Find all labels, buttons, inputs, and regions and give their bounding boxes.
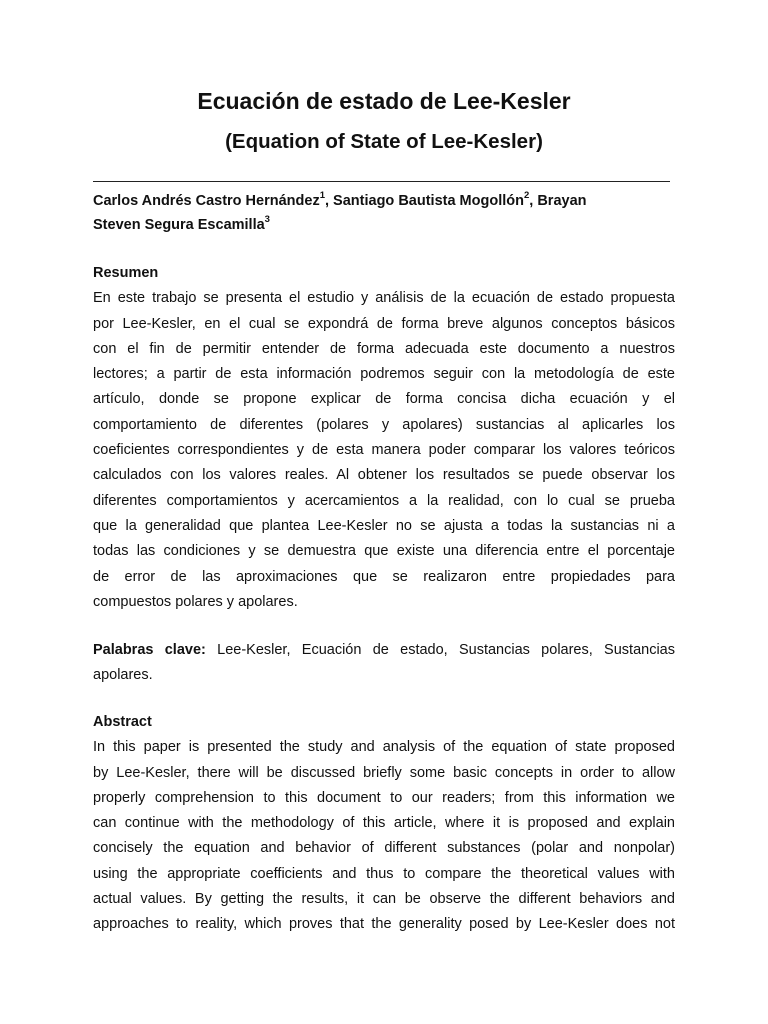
keywords-line: apolares. xyxy=(93,667,153,684)
affiliation-marker: 1 xyxy=(319,190,325,202)
author-name: Carlos Andrés Castro Hernández xyxy=(93,193,320,209)
author-name: Steven Segura Escamilla xyxy=(93,217,265,233)
resumen-line: con el fin de permitir entender de forma adecuada este documento a nuestros xyxy=(93,340,675,357)
resumen-heading: Resumen xyxy=(93,265,159,281)
abstract-line: properly comprehension to this document to our readers; from this information we xyxy=(93,789,675,806)
resumen-line: calculados con los valores reales. Al obtener los resultados se puede observar los xyxy=(93,467,675,484)
resumen-line: todas las condiciones y se demuestra que existe una diferencia entre el porcentaje xyxy=(93,543,675,560)
affiliation-marker: 3 xyxy=(264,214,270,226)
keywords-text: Lee-Kesler, Ecuación de estado, Sustancias polares, Sustancias xyxy=(205,642,675,658)
author-line-2 xyxy=(93,213,683,237)
abstract-line: by Lee-Kesler, there will be discussed briefly some basic concepts in order to allow xyxy=(93,764,675,781)
resumen-body xyxy=(93,286,675,615)
abstract-section xyxy=(93,710,675,938)
keywords-body xyxy=(93,638,675,689)
keywords-line xyxy=(93,638,675,663)
resumen-line: comportamiento de diferentes (polares y apolares) sustancias al aplicarles los xyxy=(93,416,675,433)
resumen-line: artículo, donde se propone explicar de forma concisa dicha ecuación y el xyxy=(93,391,675,408)
resumen-line: En este trabajo se presenta el estudio y análisis de la ecuación de estado propuesta xyxy=(93,290,675,307)
resumen-line: de error de las aproximaciones que se realizaron entre propiedades para xyxy=(93,568,675,585)
abstract-line: actual values. By getting the results, it can be observe the different behaviors and xyxy=(93,891,675,908)
resumen-line: compuestos polares y apolares. xyxy=(93,593,298,610)
author-list xyxy=(93,189,683,237)
paper-title: Ecuación de estado de Lee-Kesler xyxy=(197,88,571,114)
abstract-heading: Abstract xyxy=(93,714,152,730)
abstract-line: can continue with the methodology of this article, where it is proposed and explain xyxy=(93,815,675,832)
author-name: , Brayan xyxy=(529,193,587,209)
paper-subtitle: (Equation of State of Lee-Kesler) xyxy=(225,130,543,153)
author-name: , Santiago Bautista Mogollón xyxy=(325,193,524,209)
resumen-section xyxy=(93,261,675,615)
resumen-line: coeficientes correspondientes y de esta manera poder comparar los valores teóricos xyxy=(93,442,675,459)
resumen-line: que la generalidad que plantea Lee-Kesler no se ajusta a todas la sustancias ni a xyxy=(93,517,675,534)
resumen-line: por Lee-Kesler, en el cual se expondrá de forma breve algunos conceptos básicos xyxy=(93,315,675,332)
resumen-line: lectores; a partir de esta información podremos seguir con la metodología de este xyxy=(93,366,675,383)
abstract-line: approaches to reality, which proves that the generality posed by Lee-Kesler does not xyxy=(93,916,675,933)
affiliation-marker: 2 xyxy=(523,190,530,202)
resumen-line: diferentes comportamientos y acercamientos a la realidad, con lo cual se prueba xyxy=(93,492,675,509)
author-line-1 xyxy=(93,189,683,213)
abstract-line: concisely the equation and behavior of different substances (polar and nonpolar) xyxy=(93,840,675,857)
abstract-line: using the appropriate coefficients and thus to compare the theoretical values with xyxy=(93,865,675,882)
keywords-section xyxy=(93,638,675,689)
title-divider xyxy=(93,181,670,182)
abstract-line: In this paper is presented the study and analysis of the equation of state proposed xyxy=(93,739,675,756)
abstract-body xyxy=(93,735,675,937)
keywords-label: Palabras clave: xyxy=(93,642,206,658)
